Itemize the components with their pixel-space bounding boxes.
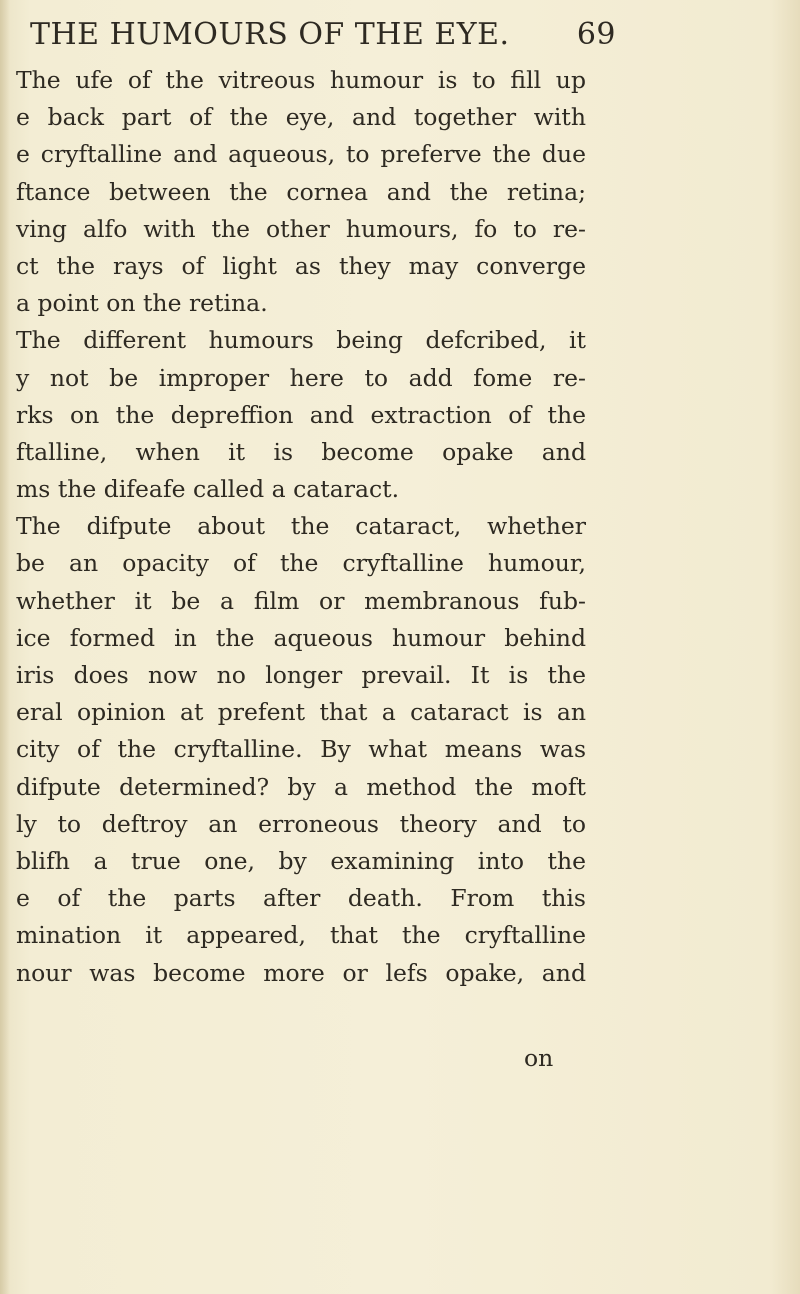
text-line: The ufe of the vitreous humour is to fill up [16,66,586,94]
page-number: 69 [576,17,616,52]
text-line: ice formed in the aqueous humour behind [16,623,586,652]
text-line: rks on the depreffion and extraction of the [16,400,586,429]
text-line: y not be improper here to add fome re- [16,363,586,392]
text-line: ving alfo with the other humours, fo to re- [16,214,586,243]
text-line: ly to deftroy an erroneous theory and to [16,809,586,838]
text-line: The different humours being defcribed, it [16,326,586,355]
text-line: ftalline, when it is become opake and [16,437,586,466]
text-line: a point on the retina. [16,289,268,318]
text-line: blifh a true one, by examining into the [16,846,586,875]
text-line: ftance between the cornea and the retina; [16,177,586,206]
text-line: The difpute about the cataract, whether [16,512,586,541]
text-line: mination it appeared, that the cryftalline [16,921,586,950]
text-line: difpute determined? by a method the moft [16,772,586,801]
text-line: nour was become more or lefs opake, and [16,958,586,987]
text-line: whether it be a film or membranous fub- [16,586,586,615]
text-line: ms the difeafe called a cataract. [16,475,400,504]
page-gutter-shadow [0,0,10,1294]
text-line: ct the rays of light as they may converge [16,251,586,280]
text-line: e back part of the eye, and together with [16,103,586,132]
body-text [16,62,586,992]
running-header [26,10,616,60]
text-line: e of the parts after death. From this [16,884,586,913]
running-title: THE HUMOURS OF THE EYE. [30,17,510,52]
text-line: e cryftalline and aqueous, to preferve the due [16,140,586,169]
catchword: on [524,1044,554,1072]
text-line: eral opinion at prefent that a cataract is an [16,698,586,727]
text-line: city of the cryftalline. By what means was [16,735,586,764]
text-line: be an opacity of the cryftalline humour, [16,549,586,578]
text-line: iris does now no longer prevail. It is the [16,661,586,689]
